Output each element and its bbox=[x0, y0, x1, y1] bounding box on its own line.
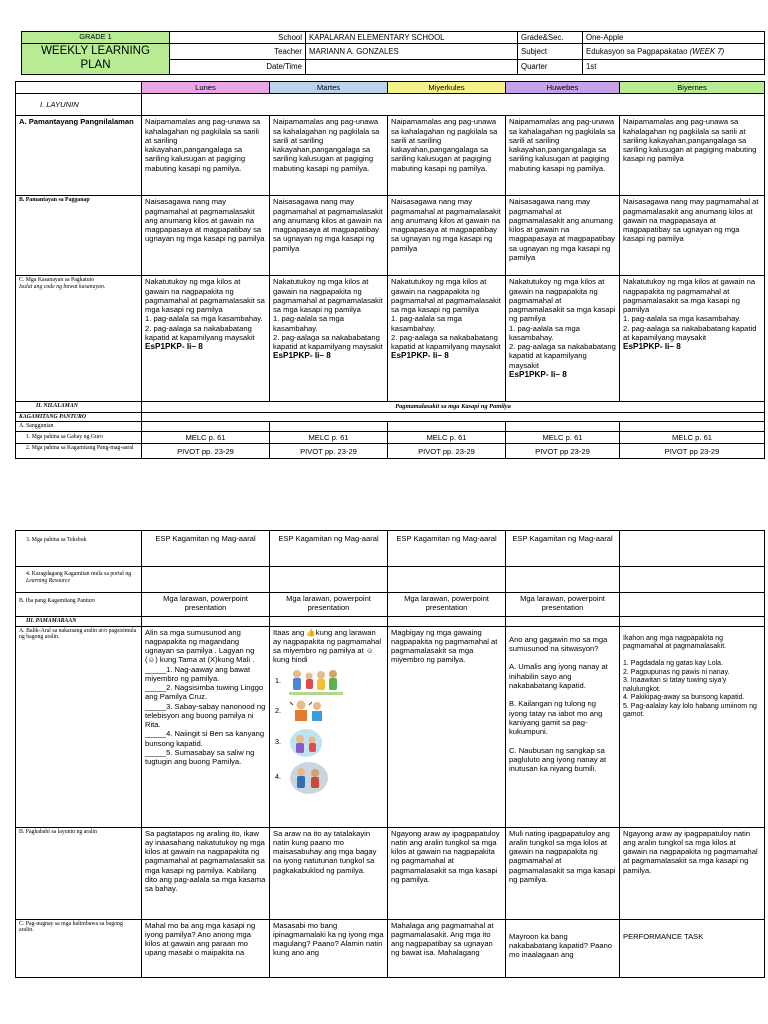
kasanayan-cell bbox=[142, 276, 270, 402]
quarter-value: 1st bbox=[583, 59, 765, 74]
family-illustration-4 bbox=[289, 761, 329, 795]
cell-text: Mayroon ka bang nakababatang kapatid? Paano mo inaalagaan ang bbox=[506, 919, 620, 977]
day-miyerkules: Miyerkules bbox=[388, 82, 506, 94]
cell-text: Nakatutukoy ng mga kilos at gawain na nagpapakita ng pagmamahal at pagmamalasakit sa mga kasapi ng pamilya 1. pag-aalala sa mga kasambahay. 2. pag-aalaga sa nakababatang kapatid at kapamilyang maysakit bbox=[273, 277, 383, 351]
karagdagang-text: 4. Karagdagang Kagamitan mula sa portal ng bbox=[26, 571, 132, 577]
label-sanggunian: A. Sanggunian bbox=[16, 422, 142, 432]
cell-text: PERFORMANCE TASK bbox=[620, 919, 765, 977]
cell-text bbox=[620, 593, 765, 617]
datetime-label: Date/Time bbox=[170, 59, 306, 74]
gradesec-value: One-Apple bbox=[583, 32, 765, 44]
row-pamantayan-pagganap bbox=[16, 196, 765, 276]
cell-text: Sa pagtatapos ng araling ito, ikaw ay inaasahang nakatutukoy ng mga kilos at gawain na nagpapakita ng pagmamahal at pagmamalasakit sa mga kasapi ng pamilya. Kabilang dito ang pag-aalala sa mga kasama sa bahay. bbox=[142, 827, 270, 919]
cell-text: PIVOT pp. 23-29 bbox=[388, 444, 506, 459]
cell-text: Naisasagawa nang may pagmamahal at pagmamalasakit ang anumang kilos at gawain na magpapasaya at magpapatibay sa ugnayan ng mga kasapi ng pamilya bbox=[270, 196, 388, 276]
karagdagang-italic: Learning Resource bbox=[26, 577, 71, 584]
balik-aral-lunes: Alin sa mga sumusunod ang nagpapakita ng magandang ugnayan sa pamilya . Lagyan ng (☺) kung Tama at (X)kung Mali . _____1. Nag-aaway ang bawat miyembro ng pamilya. _____2. Nagsisimba tuwing Linggo ang Pamilya Cruz. _____3. Sabay-sabay nanonood ng telebisyon ang buong pamilya ni Rita. _____4. Naiingit si Ben sa kanyang bunsong kapatid. _____5. Sumasabay sa saliw ng tugtugin ang buong Pamilya. bbox=[142, 626, 270, 827]
row-kasanayan bbox=[16, 276, 765, 402]
header-table bbox=[21, 31, 765, 75]
kasanayan-cell bbox=[388, 276, 506, 402]
school-value: KAPALARAN ELEMENTARY SCHOOL bbox=[306, 32, 518, 44]
balik-aral-biyernes: Ikahon ang mga nagpapakita ng pagmamahal at pagmamalasakit. 1. Pagdadala ng gatas kay Lola. 2. Pagpupunas ng pawis ni nanay. 3. Inaawitan si tatay tuwing siya'y nalulungkot. 4. Pakikipag-away sa bunsong kapatid. 5. Pag-aalalay kay lolo habang umiinom ng gamot. bbox=[620, 626, 765, 827]
cell-text: MELC p. 61 bbox=[620, 431, 765, 443]
cell-text: Naisasagawa nang may pagmamahal at pagmamalasakit ang anumang kilos at gawain na magpapasaya at magpapatibay sa ugnayan ng mga kasapi ng pamilya bbox=[620, 196, 765, 276]
cell-text: Mga larawan, powerpoint presentation bbox=[388, 593, 506, 617]
row-teksbuk bbox=[16, 531, 765, 567]
cell-text: MELC p. 61 bbox=[142, 431, 270, 443]
label-balik-aral: A. Balik-Aral sa nakaraang aralin at/o pagsisimula ng bagong aralin. bbox=[16, 626, 142, 827]
gradesec-label: Grade&Sec. bbox=[518, 32, 583, 44]
subject-name: Edukasyon sa Pagpapakatao bbox=[586, 46, 688, 56]
page-title: WEEKLY LEARNING PLAN bbox=[22, 44, 170, 75]
row-pag-uugnay bbox=[16, 919, 765, 977]
cell-text: MELC p. 61 bbox=[388, 431, 506, 443]
kasanayan-cell bbox=[270, 276, 388, 402]
datetime-value bbox=[306, 59, 518, 74]
cell-text: ESP Kagamitan ng Mag-aaral bbox=[142, 531, 270, 567]
melc-code: EsP1PKP- Ii– 8 bbox=[145, 342, 203, 351]
cell-text: Nakatutukoy ng mga kilos at gawain na nagpapakita ng pagmamahal at pagmamalasakit sa mga kasapi ng pamilya 1. pag-aalala sa mga kasambahay. 2. pag-aalaga sa nakababatang kapatid at kapamilyang maysakit bbox=[623, 277, 757, 342]
cell-text: Ngayong araw ay ipagpapatuloy natin ang aralin tungkol sa mga kilos at gawain na nagpapakita ng pagmamahal at pagmamalasakit sa mga kasapi ng pamilya. bbox=[620, 827, 765, 919]
row-paghahabi bbox=[16, 827, 765, 919]
page-1 bbox=[0, 0, 768, 470]
item-number: 2. bbox=[275, 706, 281, 716]
cell-text: Sa araw na ito ay tatalakayin natin kung paano mo maisasabuhay ang mga bagay na iyong natutunan tungkol sa pagkakabuklod ng pamilya. bbox=[270, 827, 388, 919]
cell-text: Nakatutukoy ng mga kilos at gawain na nagpapakita ng pagmamahal at pagmamalasakit sa mga kasapi ng pamilya 1. pag-aalala sa mga kasambahay. 2. pag-aalaga sa nakababatang kapatid at kapamilyang maysakit bbox=[391, 277, 501, 351]
label-teksbuk: 3. Mga pahina sa Teksbuk bbox=[16, 531, 142, 567]
cell-text: Mga larawan, powerpoint presentation bbox=[142, 593, 270, 617]
picture-item bbox=[275, 699, 384, 725]
cell-text: ESP Kagamitan ng Mag-aaral bbox=[388, 531, 506, 567]
balik-aral-huwebes: Ano ang gagawin mo sa mga sumusunod na sitwasyon? A. Umalis ang iyong nanay at inihabilin sayo ang nakababatang kapatid. B. Kailangan ng tulong ng iyong tatay na iabot mo ang kaniyang gamit sa pag-kukumpuni. C. Naubusan ng sangkap sa pagluluto ang iyong nanay at inutusan ka niyang bumili. bbox=[506, 626, 620, 827]
balik-aral-martes bbox=[270, 626, 388, 827]
section-nilalaman: II. NILALAMAN bbox=[16, 402, 142, 412]
cell-text: ESP Kagamitan ng Mag-aaral bbox=[270, 531, 388, 567]
teacher-label: Teacher bbox=[170, 44, 306, 59]
picture-item bbox=[275, 761, 384, 795]
label-kagamitang-mag-aaral: 2. Mga pahina sa Kagamitang Pang-mag-aaral bbox=[16, 444, 142, 459]
item-number: 3. bbox=[275, 737, 281, 747]
kasanayan-sublabel: Isulat ang code ng bawat kasanayan. bbox=[19, 283, 106, 290]
cell-text: Mga larawan, powerpoint presentation bbox=[506, 593, 620, 617]
label-pamantayang-pangnilalaman: A. Pamantayang Pangnilalaman bbox=[16, 116, 142, 196]
melc-code: EsP1PKP- Ii– 8 bbox=[509, 369, 567, 379]
day-biyernes: Biyernes bbox=[620, 82, 765, 94]
row-iba-pang bbox=[16, 593, 765, 617]
day-huwebes: Huwebes bbox=[506, 82, 620, 94]
cell-text: Naipamamalas ang pag-unawa sa kahalagahan ng pagkilala sa sarili at sariling kakayahan,pangangalaga sa sariling kalusugan at pagiging mabuting kasapi ng pamilya. bbox=[388, 116, 506, 196]
cell-text: PIVOT pp 23-29 bbox=[620, 444, 765, 459]
label-gabay-guro: 1. Mga pahina sa Gabay ng Guro bbox=[16, 431, 142, 443]
teacher-value: MARIANN A. GONZALES bbox=[306, 44, 518, 59]
subject-label: Subject bbox=[518, 44, 583, 59]
cell-text: PIVOT pp. 23-29 bbox=[142, 444, 270, 459]
kasanayan-title: C. Mga Kasanayan sa Pagkatuto bbox=[19, 277, 95, 284]
cell-text: PIVOT pp. 23-29 bbox=[270, 444, 388, 459]
nilalaman-value: Pagmamalasakit sa mga Kasapi ng Pamilya bbox=[142, 402, 765, 412]
cell-text: Naisasagawa nang may pagmamahal at pagmamalasakit ang anumang kilos at gawain na magpapasaya at magpapatibay sa ugnayan ng mga kasapi ng pamilya bbox=[506, 196, 620, 276]
cell-text: MELC p. 61 bbox=[270, 431, 388, 443]
picture-item bbox=[275, 668, 384, 696]
row-pamantayang-pangnilalaman bbox=[16, 116, 765, 196]
family-illustration-1 bbox=[289, 668, 343, 696]
page-2 bbox=[0, 520, 768, 1024]
cell-text: Muli nating ipagpapatuloy ang aralin tungkol sa mga kilos at gawain na nagpapakita ng pagmamahal at pagmamalasakit sa mga kasapi ng pamilya. bbox=[506, 827, 620, 919]
children-illustration-2 bbox=[289, 699, 329, 725]
cell-text: Naisasagawa nang may pagmamahal at pagmamalasakit ang anumang kilos at gawain na magpapasaya at magpapatibay sa ugnayan ng mga kasapi ng pamilya bbox=[142, 196, 270, 276]
cell-text: Nakatutukoy ng mga kilos at gawain na nagpapakita ng pagmamahal at pagmamalasakit sa mga kasapi ng pamilya 1. pag-aalala sa mga kasambahay. 2. pag-aalaga sa nakababatang kapatid at kapamilyang maysakit bbox=[145, 277, 265, 342]
picture-item bbox=[275, 728, 384, 758]
label-pamantayan-pagganap: B. Pamantayan sa Pagganap bbox=[16, 196, 142, 276]
row-kagamitang-mag-aaral bbox=[16, 444, 765, 459]
grade-label: GRADE 1 bbox=[22, 32, 170, 44]
cell-text: Naipamamalas ang pag-unawa sa kahalagahan ng pagkilala sa sarili at sariling kakayahan,pangangalaga sa sariling kalusugan at pagiging mabuting kasapi ng pamilya. bbox=[506, 116, 620, 196]
row-gabay-guro bbox=[16, 431, 765, 443]
cell-text: Naisasagawa nang may pagmamahal at pagmamalasakit ang anumang kilos at gawain na magpapasaya at magpapatibay sa ugnayan ng mga kasapi ng pamilya bbox=[388, 196, 506, 276]
cell-text bbox=[620, 531, 765, 567]
label-kasanayan bbox=[16, 276, 142, 402]
melc-code: EsP1PKP- Ii– 8 bbox=[623, 342, 681, 351]
cell-text: ESP Kagamitan ng Mag-aaral bbox=[506, 531, 620, 567]
kasanayan-cell bbox=[620, 276, 765, 402]
cell-text: Mahalaga ang pagmamahal at pagmamalasakit. Ang mga ito ang nagpapatibay sa ugnayan ng bawat isa. Mahalagang bbox=[388, 919, 506, 977]
cell-text: Naipamamalas ang pag-unawa sa kahalagahan ng pagkilala sa sarili at sariling kakayahan,pangangalaga sa sariling kalusugan at pagiging mabuting kasapi ng pamilya bbox=[620, 116, 765, 196]
label-iba-pang: B. Iba pang Kagamitang Panturo bbox=[16, 593, 142, 617]
balik-aral-martes-text: Itaas ang 👍kung ang larawan ay nagpapakita ng pagmamahal sa miyembro ng pamilya at ☺ kung hindi bbox=[273, 627, 382, 665]
subject-value bbox=[583, 44, 765, 59]
cell-text: Naipamamalas ang pag-unawa sa kahalagahan ng pagkilala sa sarili at sariling kakayahan,pangangalaga sa sariling kalusugan at pagiging mabuting kasapi ng pamilya. bbox=[142, 116, 270, 196]
balik-aral-miyerkules: Magbigay ng mga gawaing nagpapakita ng pagmamahal at pagmamalasakit sa mga miyembro ng pamilya. bbox=[388, 626, 506, 827]
day-martes: Martes bbox=[270, 82, 388, 94]
melc-code: EsP1PKP- Ii– 8 bbox=[273, 351, 331, 361]
days-row bbox=[16, 82, 765, 94]
cell-text: Masasabi mo bang ipinagmamalaki ka ng iyong mga magulang? Paano? Alamin natin kung ano ang bbox=[270, 919, 388, 977]
label-paghahabi: B. Paghahabi sa layunin ng aralin bbox=[16, 827, 142, 919]
cell-text: MELC p. 61 bbox=[506, 431, 620, 443]
cell-text: Naipamamalas ang pag-unawa sa kahalagahan ng pagkilala sa sarili at sariling kakayahan,pangangalaga sa sariling kalusugan at pagiging mabuting kasapi ng pamilya. bbox=[270, 116, 388, 196]
item-number: 1. bbox=[275, 676, 281, 686]
cell-text: Mahal mo ba ang mga kasapi ng iyong pamilya? Ano anong mga kilos at gawain ang paraan mo upang masabi o maipakita na bbox=[142, 919, 270, 977]
cell-text: PIVOT pp 23-29 bbox=[506, 444, 620, 459]
plan-table-page2 bbox=[15, 530, 765, 978]
label-pag-uugnay: C. Pag-uugnay sa mga halimbawa sa bagong aralin. bbox=[16, 919, 142, 977]
row-karagdagang bbox=[16, 567, 765, 593]
subject-week: (WEEK 7) bbox=[689, 46, 725, 56]
family-illustration-3 bbox=[289, 728, 323, 758]
kasanayan-cell bbox=[506, 276, 620, 402]
melc-code: EsP1PKP- Ii– 8 bbox=[391, 351, 449, 361]
cell-text: Nakatutukoy ng mga kilos at gawain na nagpapakita ng pagmamahal at pagmamalasakit sa mga kasapi ng pamilya 1. pag-aalala sa mga kasambahay. 2. pag-aalaga sa nakababatang kapatid at kapamilyang maysakit bbox=[509, 277, 616, 370]
row-balik-aral bbox=[16, 626, 765, 827]
section-layunin: I. LAYUNIN bbox=[16, 94, 142, 116]
cell-text: Mga larawan, powerpoint presentation bbox=[270, 593, 388, 617]
item-number: 4. bbox=[275, 772, 281, 782]
day-lunes: Lunes bbox=[142, 82, 270, 94]
quarter-label: Quarter bbox=[518, 59, 583, 74]
section-pamamaraan: III. PAMAMARAAN bbox=[16, 617, 142, 627]
section-kagamitang-panturo: KAGAMITANG PANTURO bbox=[16, 412, 142, 422]
plan-table-page1 bbox=[15, 81, 765, 459]
cell-text: Ngayong araw ay ipagpapatuloy natin ang aralin tungkol sa mga kilos at gawain na nagpapakita ng pagmamahal at pagmamalasakit sa mga kasapi ng pamilya. bbox=[388, 827, 506, 919]
label-karagdagang bbox=[16, 567, 142, 593]
school-label: School bbox=[170, 32, 306, 44]
